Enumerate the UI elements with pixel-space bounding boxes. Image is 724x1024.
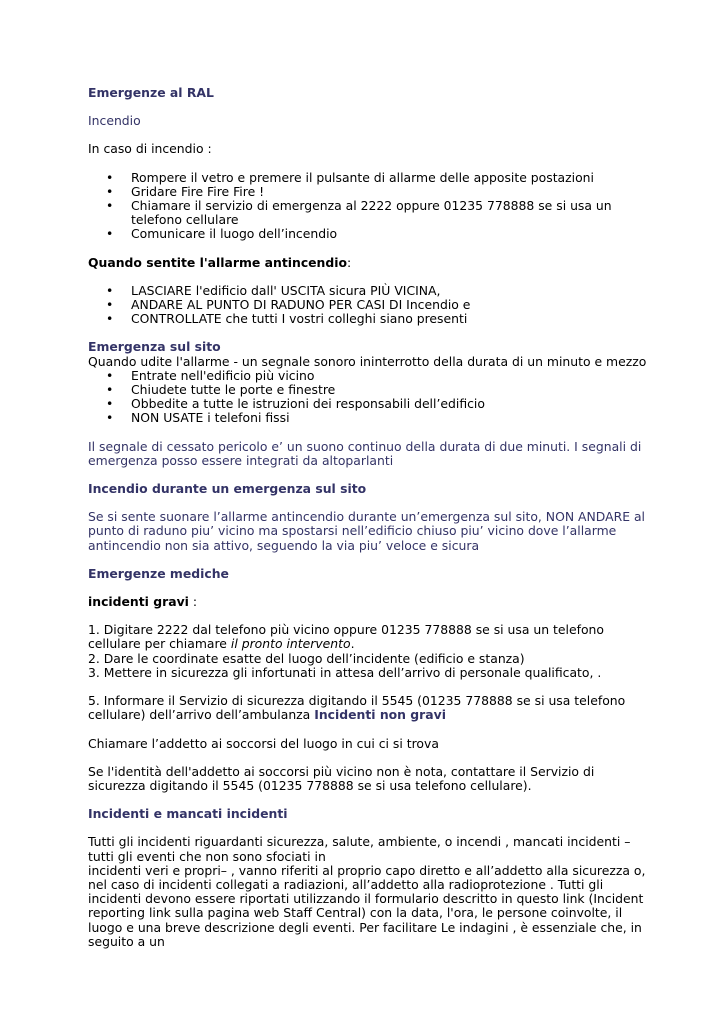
serious-incidents-label: incidenti gravi	[88, 594, 189, 610]
incidents-heading: Incidenti e mancati incidenti	[88, 806, 288, 822]
alarm-steps-list	[88, 284, 648, 327]
medical-emergency-heading: Emergenze mediche	[88, 565, 229, 581]
list-item: • Comunicare il luogo dell’incendio	[88, 227, 648, 241]
incidents-paragraph-1: Tutti gli incidenti riguardanti sicurezza, salute, ambiente, o incendi , mancati incidenti – tutti gli eventi che non sono sfociati in	[88, 834, 631, 864]
alarm-heading-colon: :	[347, 254, 352, 270]
list-item: • NON USATE i telefoni fissi	[88, 411, 648, 425]
site-emergency-intro: Quando udite l'allarme - un segnale sonoro ininterrotto della durata di un minuto e mezzo	[88, 353, 647, 369]
list-item: • CONTROLLATE che tutti I vostri colleghi siano presenti	[88, 312, 648, 326]
alarm-heading-line	[88, 256, 648, 270]
medical-step-2: 2. Dare le coordinate esatte del luogo dell’incidente (edificio e stanza)	[88, 650, 525, 666]
serious-incidents-line	[88, 595, 648, 609]
medical-step-3: 3. Mettere in sicurezza gli infortunati in attesa dell’arrivo di personale qualificato, .	[88, 664, 602, 680]
list-item: • Chiamare il servizio di emergenza al 2222 oppure 01235 778888 se si usa un telefono cellulare	[88, 199, 648, 227]
fire-heading: Incendio	[88, 113, 141, 129]
list-item: • ANDARE AL PUNTO DI RADUNO PER CASI DI Incendio e	[88, 298, 648, 312]
medical-step-1-end: .	[350, 636, 355, 652]
site-steps-list	[88, 369, 648, 426]
document-title: Emergenze al RAL	[88, 85, 214, 100]
fire-during-emergency-heading: Incendio durante un emergenza sul sito	[88, 481, 367, 497]
incidents-paragraph-2: incidenti veri e propri– , vanno riferiti al proprio capo diretto e all’addetto alla sicurezza o, nel caso di incidenti collegati a radiazioni, all’addetto alla radioprotezione . Tutti gli incidenti devono essere riportati utilizzando il formulario descritto in questo link (Incident reporting link sulla pagina web Staff Central) con la data, l'ora, le persone coinvolte, il luogo e una breve descrizione degli eventi. Per facilitare Le indagini , è essenziale che, in seguito a un	[88, 862, 646, 949]
fire-during-emergency-text: Se si sente suonare l’allarme antincendio durante un’emergenza sul sito, NON ANDARE al punto di raduno piu’ vicino ma spostarsi nell’edificio chiuso piu’ vicino dove l’allarme antincendio non sia attivo, seguendo la via piu’ veloce e sicura	[88, 509, 645, 553]
list-item: • Chiudete tutte le porte e finestre	[88, 383, 648, 397]
fire-steps-list	[88, 171, 648, 242]
list-item: • LASCIARE l'edificio dall' USCITA sicura PIÙ VICINA,	[88, 284, 648, 298]
site-emergency-heading: Emergenza sul sito	[88, 339, 221, 355]
call-first-aider: Chiamare l’addetto ai soccorsi del luogo in cui ci si trova	[88, 735, 439, 751]
medical-step-1-emphasis: il pronto intervento	[230, 636, 351, 652]
fire-intro: In caso di incendio :	[88, 141, 212, 157]
minor-incidents-heading: Incidenti non gravi	[314, 707, 446, 723]
medical-step-5	[88, 694, 648, 722]
serious-incidents-colon: :	[188, 594, 198, 610]
alarm-heading: Quando sentite l'allarme antincendio	[88, 254, 348, 270]
list-item: • Obbedite a tutte le istruzioni dei responsabili dell’edificio	[88, 397, 648, 411]
medical-step-1	[88, 623, 648, 651]
all-clear-note: Il segnale di cessato pericolo e’ un suono continuo della durata di due minuti. I segnali di emergenza posso essere integrati da altoparlanti	[88, 438, 642, 468]
list-item: • Gridare Fire Fire Fire !	[88, 185, 648, 199]
list-item: • Rompere il vetro e premere il pulsante di allarme delle apposite postazioni	[88, 171, 648, 185]
document-body	[88, 86, 648, 949]
medical-step-1-text: 1. Digitare 2222 dal telefono più vicino oppure 01235 778888 se si usa un telefono cellulare per chiamare	[88, 622, 604, 652]
list-item: • Entrate nell'edificio più vicino	[88, 369, 648, 383]
medical-step-5-text: 5. Informare il Servizio di sicurezza digitando il 5545 (01235 778888 se si usa telefono cellulare) dell’arrivo dell’ambulanza	[88, 693, 626, 723]
unknown-first-aider: Se l'identità dell'addetto ai soccorsi più vicino non è nota, contattare il Servizio di sicurezza digitando il 5545 (01235 778888 se si usa telefono cellulare).	[88, 763, 595, 793]
